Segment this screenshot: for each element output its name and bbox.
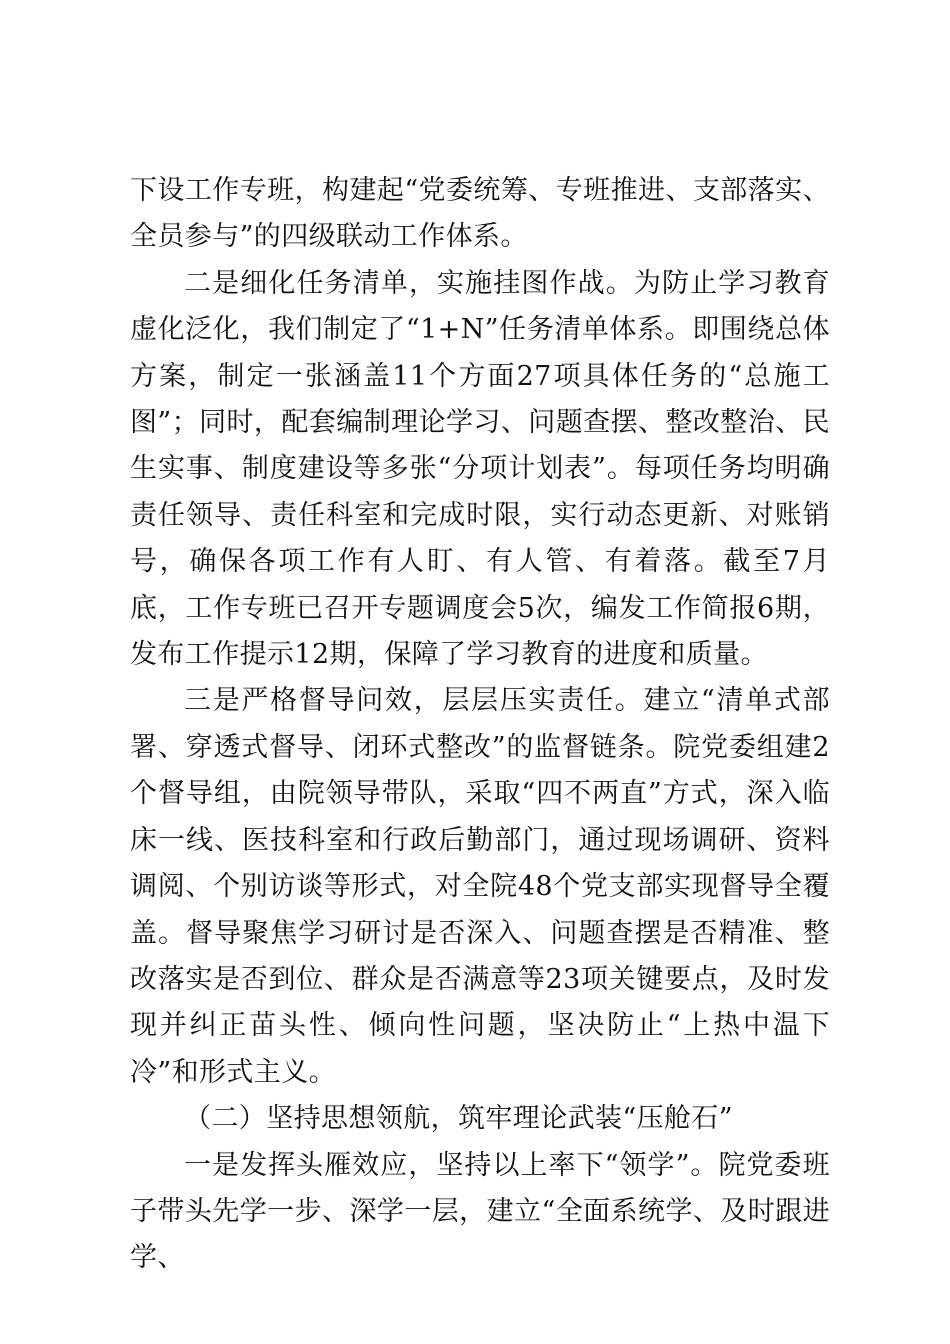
paragraph-supervision: 三是严格督导问效，层层压实责任。建立“清单式部署、穿透式督导、闭环式整改”的监督链条。院党委组建2个督导组，由院领导带队，采取“四不两直”方式，深入临床一线、医技科室和行政后勤部门，通过现场调研、资料调阅、个别访谈等形式，对全院48个党支部实现督导全覆盖。督导聚焦学习研讨是否深入、问题查摆是否精准、整改落实是否到位、群众是否满意等23项关键要点，及时发现并纠正苗头性、倾向性问题，坚决防止“上热中温下冷”和形式主义。 <box>130 685 830 1088</box>
paragraph-continuation: 下设工作专班，构建起“党委统筹、专班推进、支部落实、全员参与”的四级联动工作体系。 <box>130 175 830 253</box>
paragraph-task-list: 二是细化任务清单，实施挂图作战。为防止学习教育虚化泛化，我们制定了“1+N”任务清单体系。即围绕总体方案，制定一张涵盖11个方面27项具体任务的“总施工图”；同时，配套编制理论学习、问题查摆、整改整治、民生实事、制度建设等多张“分项计划表”。每项任务均明确责任领导、责任科室和完成时限，实行动态更新、对账销号，确保各项工作有人盯、有人管、有着落。截至7月底，工作专班已召开专题调度会5次，编发工作简报6期，发布工作提示12期，保障了学习教育的进度和质量。 <box>130 267 830 671</box>
document-body <box>130 168 830 1282</box>
paragraph-leading-study: 一是发挥头雁效应，坚持以上率下“领学”。院党委班子带头先学一步、深学一层，建立“全面系统学、及时跟进学、 <box>130 1149 830 1274</box>
section-heading: （二）坚持思想领航，筑牢理论武装“压舱石” <box>184 1103 734 1135</box>
